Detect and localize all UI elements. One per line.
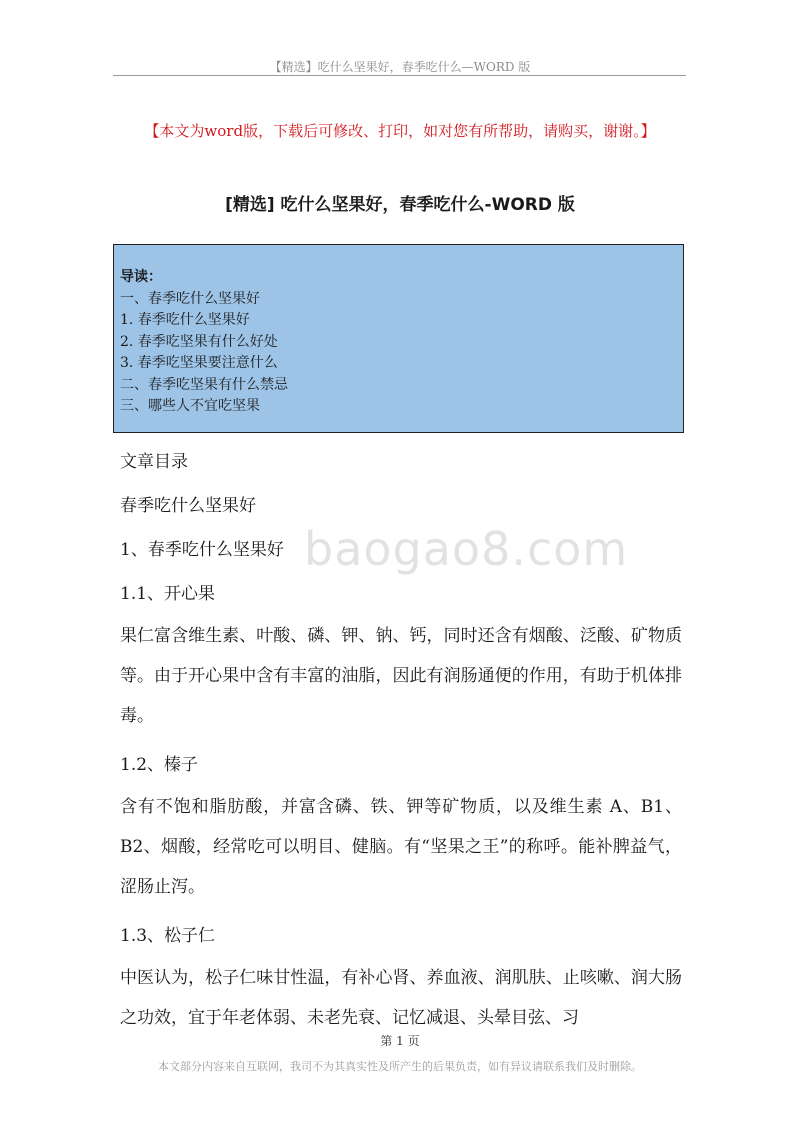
guide-item: 一、春季吃什么坚果好: [120, 290, 260, 307]
guide-heading: 导读：: [120, 269, 162, 285]
footer-disclaimer: 本文部分内容来自互联网，我司不为其真实性及所产生的后果负责，如有异议请联系我们及时删除。: [158, 1060, 642, 1073]
guide-item: 1. 春季吃什么坚果好: [120, 312, 250, 328]
paragraph-pine-nut: 中医认为，松子仁味甘性温，有补心肾、养血液、润肌肤、止咳嗽、润大肠之功效，宜于年老体弱、未老先衰、记忆减退、头晕目弦、习: [120, 968, 682, 1028]
download-notice: 【本文为word版，下载后可修改、打印，如对您有所帮助，请购买，谢谢。】: [144, 122, 656, 140]
guide-item: 2. 春季吃坚果有什么好处: [120, 333, 278, 350]
guide-item: 二、春季吃坚果有什么禁忌: [120, 376, 288, 393]
paragraph-hazelnut: 含有不饱和脂肪酸，并富含磷、铁、钾等矿物质，以及维生素 A、B1、B2、烟酸，经常吃可以明目、健脑。有“坚果之王”的称呼。能补脾益气，涩肠止泻。: [120, 797, 682, 897]
heading-pistachio: 1.1、开心果: [120, 584, 216, 604]
page-number: 第 1 页: [380, 1034, 420, 1048]
heading-hazelnut: 1.2、榛子: [120, 755, 199, 775]
document-title: [精选] 吃什么坚果好，春季吃什么-WORD 版: [225, 195, 575, 215]
heading-pine-nut: 1.3、松子仁: [120, 926, 216, 946]
header-divider: [113, 75, 686, 76]
toc-label: 文章目录: [120, 452, 188, 472]
subsection-title: 1、春季吃什么坚果好: [120, 540, 284, 560]
guide-item: 三、哪些人不宜吃坚果: [120, 398, 260, 414]
watermark: baogao8.com: [304, 522, 629, 576]
section-title: 春季吃什么坚果好: [120, 496, 256, 516]
running-header: 【精选】吃什么坚果好，春季吃什么—WORD 版: [269, 60, 531, 74]
paragraph-pistachio: 果仁富含维生素、叶酸、磷、钾、钠、钙，同时还含有烟酸、泛酸、矿物质等。由于开心果中含有丰富的油脂，因此有润肠通便的作用，有助于机体排毒。: [120, 626, 682, 726]
guide-item: 3. 春季吃坚果要注意什么: [120, 355, 278, 371]
guide-box: [113, 244, 684, 433]
